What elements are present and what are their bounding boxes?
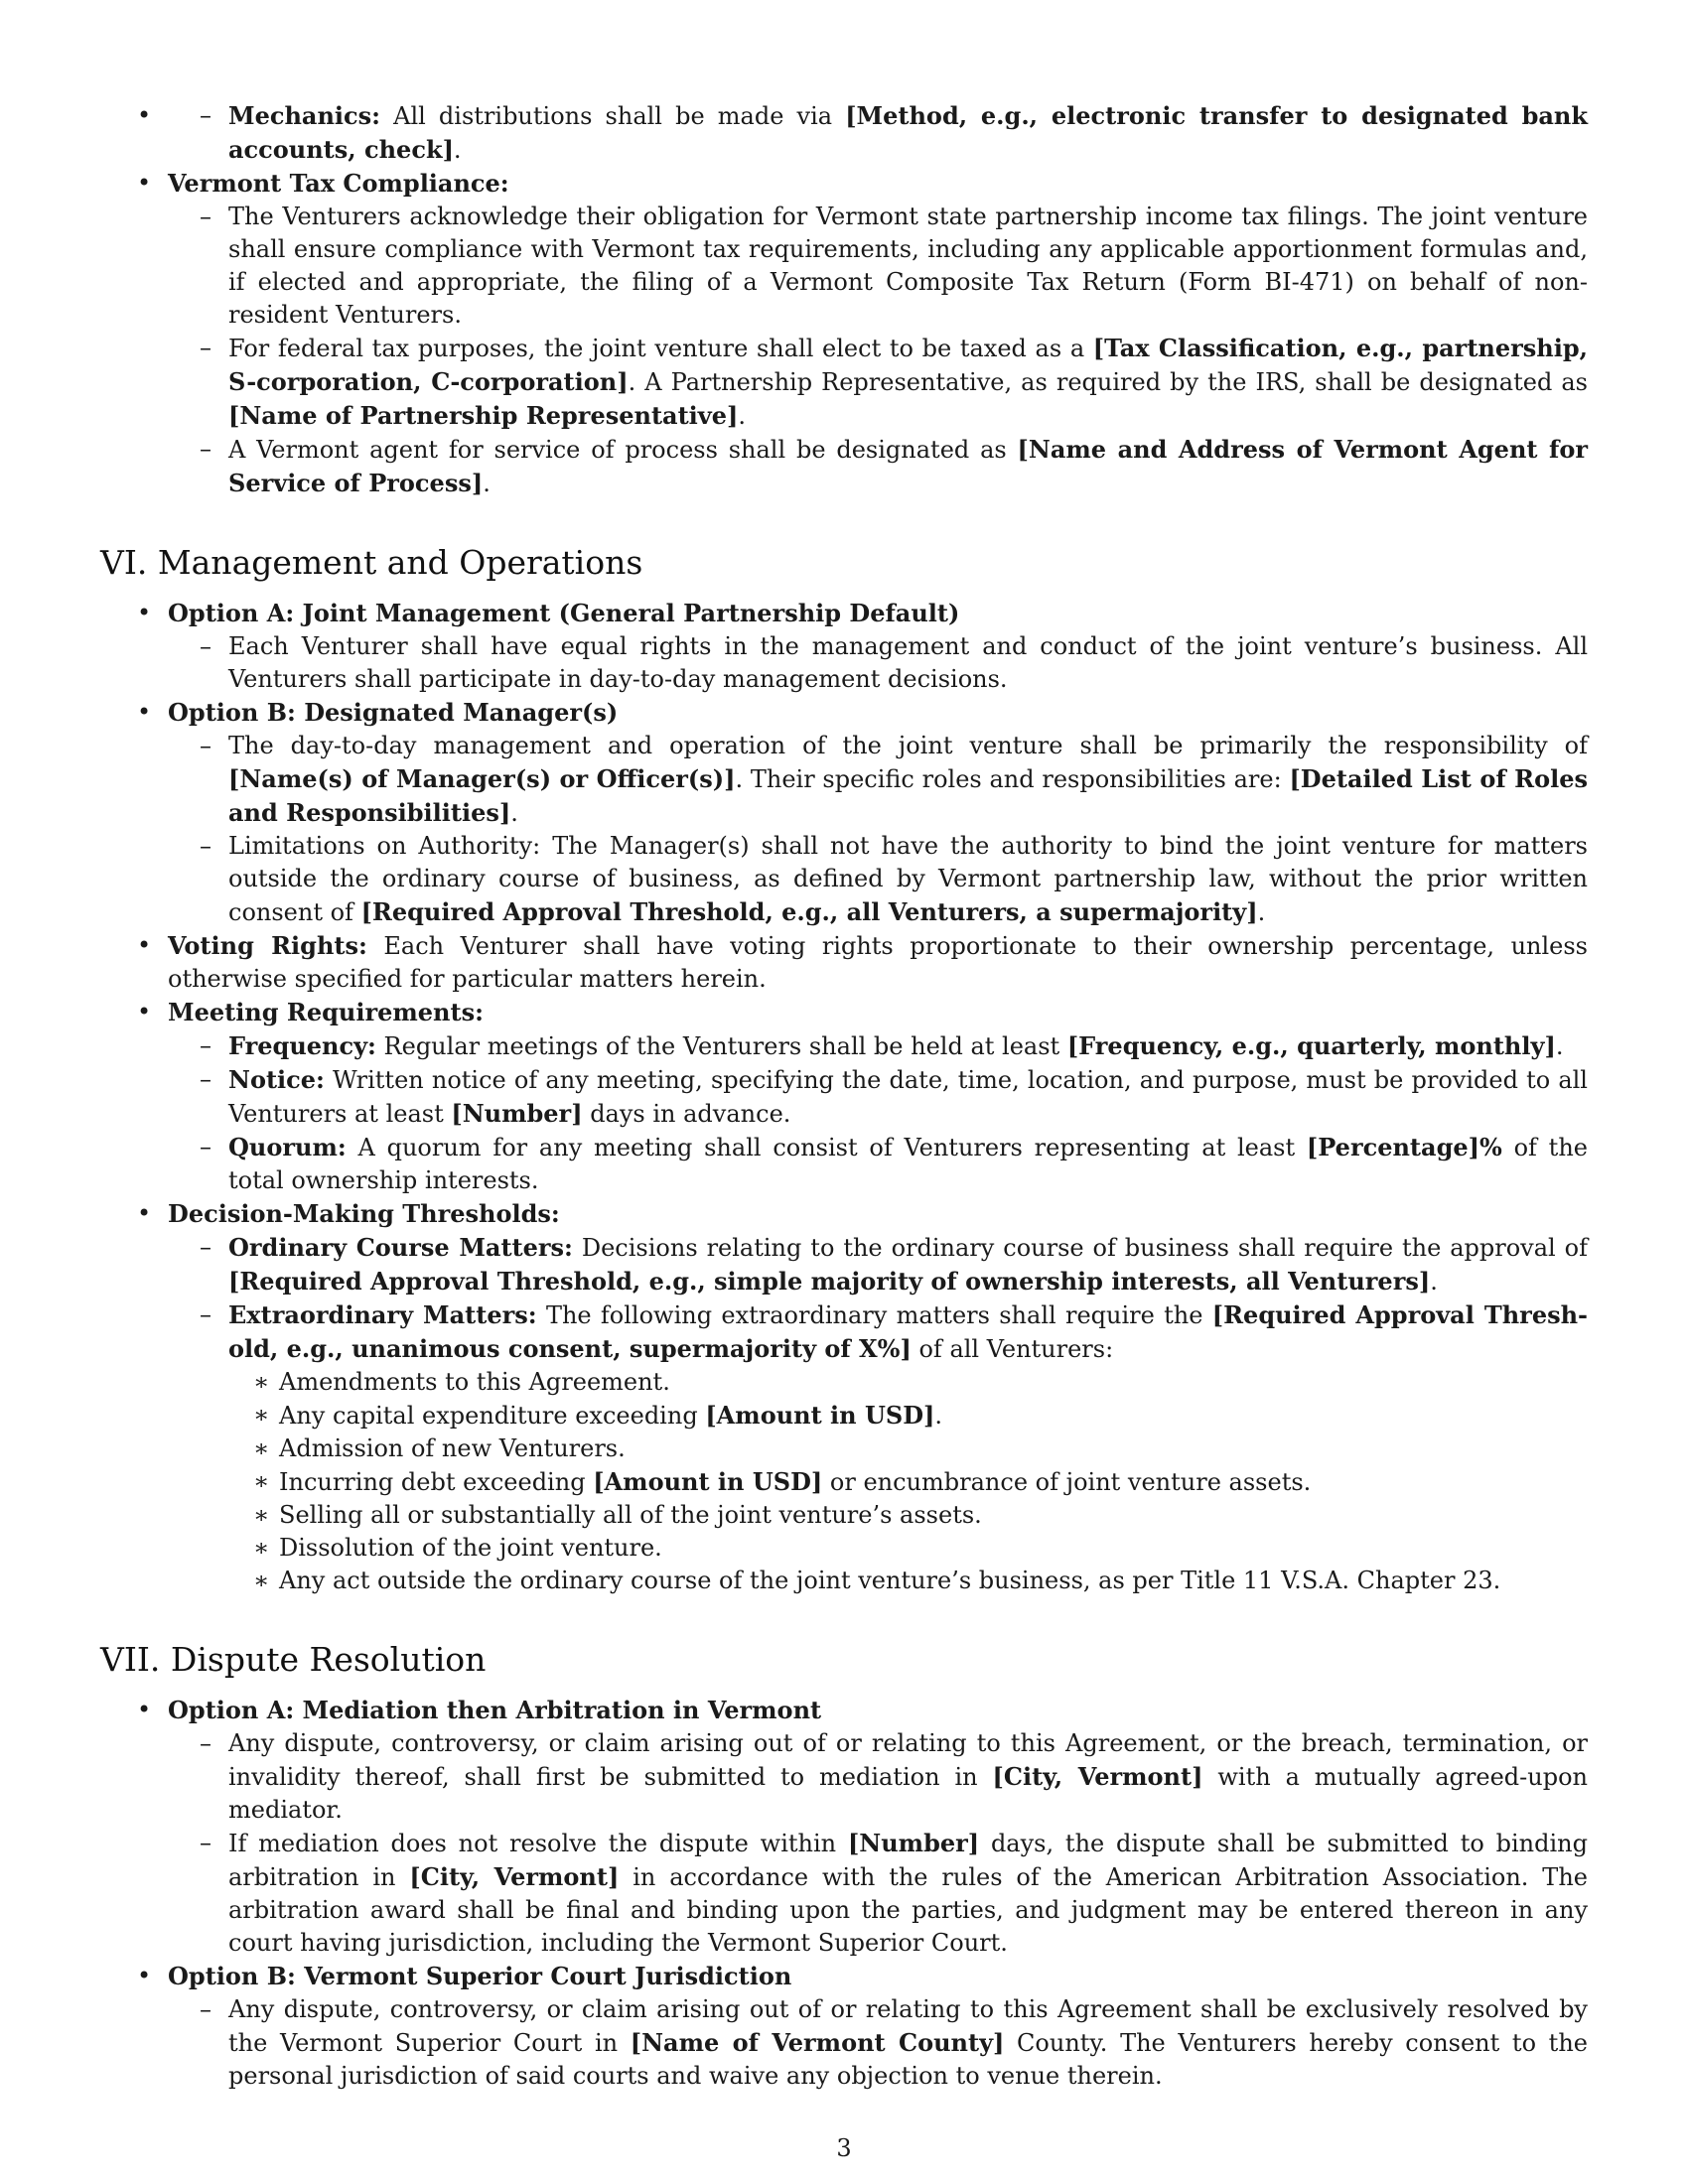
mediation-text: Any dispute, controversy, or claim arising out of or relating to this Agreement, or the breach, termination, or invalidity thereof, shall first be submitted to mediation in	[228, 1729, 1588, 1791]
s7-option-b-heading: Option B: Vermont Superior Court Jurisdiction	[168, 1962, 792, 1990]
vt-tax-2-text: For federal tax purposes, the joint venture shall elect to be taxed as a	[228, 335, 1085, 362]
partnership-rep-placeholder: [Name of Partnership Representative]	[228, 401, 739, 430]
extraordinary-threshold-placeholder: [Required Approval Thresh-old, e.g., unanimous consent, supermajority of X%]	[228, 1300, 1589, 1363]
extraordinary-matters-label: Extraordinary Matters:	[228, 1300, 537, 1329]
court-end: County. The Venturers hereby consent to the personal jurisdiction of said courts and waive any objection to venue therein.	[228, 2029, 1588, 2090]
notice-end: days in advance.	[590, 1100, 791, 1128]
s6-option-b-sublist	[168, 730, 1588, 929]
s6-b1-text-b: . Their specific roles and responsibilities are:	[735, 765, 1282, 793]
continued-item	[100, 99, 1588, 167]
quorum-percentage-placeholder: [Percentage]%	[1306, 1133, 1502, 1161]
decision-thresholds-heading: Decision-Making Thresholds:	[168, 1199, 560, 1228]
continued-list	[100, 99, 1588, 167]
s6-b1-text: The day-to-day management and operation of the joint venture shall be primarily the responsibility of	[228, 732, 1588, 759]
s6-option-a-para: – Each Venturer shall have equal rights in the management and conduct of the joint venture’s business. All Venturers shall participate in day-to-day management decisions.	[168, 630, 1588, 696]
s6-option-b-para-2	[168, 830, 1588, 929]
s7-option-b-sublist	[168, 1993, 1588, 2093]
vt-tax-para-2	[168, 332, 1588, 433]
tax-classification-placeholder: [Tax Classification, e.g., partnership, S-corporation, C-corporation]	[228, 334, 1588, 396]
s7-option-b	[100, 1960, 1588, 2093]
quorum-text: A quorum for any meeting shall consist of Venturers representing at least	[357, 1134, 1296, 1161]
s6-option-b-heading: Option B: Designated Manager(s)	[168, 698, 619, 727]
vt-tax-para-1: – The Venturers acknowledge their obligation for Vermont state partnership income tax filings. The joint venture shall ensure compliance with Vermont tax requirements, including any applicable apportionment formulas and, if elected and appropriate, the filing of a Vermont Composite Tax Return (Form BI-471) on behalf of non-resident Venturers.	[168, 201, 1588, 332]
section-7-list	[100, 1694, 1588, 2093]
mechanics-placeholder: [Method, e.g., electronic transfer to designated bank accounts, check]	[228, 101, 1589, 164]
mechanics-item	[168, 99, 1588, 167]
s6-option-b	[100, 696, 1588, 929]
s6-b1-end: .	[510, 799, 518, 827]
vt-tax-2-text-b: . A Partnership Representative, as required by the IRS, shall be designated as	[628, 368, 1588, 396]
arbitration-city-placeholder: [City, Vermont]	[409, 1862, 620, 1891]
arbitration-days-placeholder: [Number]	[847, 1829, 980, 1857]
voting-rights-text: Each Venturer shall have voting rights proportionate to their ownership percentage, unless otherwise specified for particular matters herein.	[168, 932, 1588, 993]
section-6-list	[100, 597, 1588, 1597]
mechanics-end: .	[453, 136, 462, 164]
s6-option-b-para-1	[168, 730, 1588, 830]
notice-label: Notice:	[228, 1065, 325, 1094]
vt-tax-list	[100, 167, 1588, 500]
arbitration-para	[168, 1827, 1588, 1960]
mechanics-text: All distributions shall be made via	[393, 102, 833, 130]
s6-b2-end: .	[1257, 898, 1266, 926]
extraordinary-matters-item	[168, 1298, 1588, 1597]
vt-tax-2-end: .	[738, 402, 747, 430]
arbitration-text-b: days, the dispute shall be submitted to binding arbitration in	[228, 1830, 1588, 1891]
quorum-end: of the total ownership interests.	[228, 1134, 1588, 1194]
extraordinary-item-dissolution: ∗ Dissolution of the joint venture.	[228, 1532, 1588, 1565]
decision-sublist	[168, 1231, 1588, 1597]
voting-rights-label: Voting Rights:	[168, 931, 367, 960]
s6-option-a-heading: Option A: Joint Management (General Partnership Default)	[168, 599, 960, 627]
frequency-end: .	[1555, 1032, 1564, 1060]
roles-placeholder: [Detailed List of Roles and Responsibilities]	[228, 764, 1588, 827]
extraordinary-item-amendments: ∗ Amendments to this Agreement.	[228, 1366, 1588, 1399]
vt-agent-placeholder: [Name and Address of Vermont Agent for Service of Process]	[228, 435, 1588, 497]
s7-option-a-heading: Option A: Mediation then Arbitration in Vermont	[168, 1696, 822, 1724]
distribution-sublist	[168, 99, 1588, 167]
frequency-text: Regular meetings of the Venturers shall be held at least	[383, 1032, 1060, 1060]
ordinary-matters-text: Decisions relating to the ordinary course of business shall require the approval of	[581, 1234, 1588, 1262]
voting-rights-item	[100, 929, 1588, 996]
capex-text: Any capital expenditure exceeding	[279, 1402, 698, 1430]
mediation-end: with a mutually agreed-upon mediator.	[228, 1763, 1588, 1824]
extraordinary-matters-end: of all Venturers:	[918, 1335, 1114, 1363]
vt-tax-item	[100, 167, 1588, 500]
vt-tax-para-3	[168, 433, 1588, 500]
meeting-requirements-item	[100, 996, 1588, 1197]
ordinary-threshold-placeholder: [Required Approval Threshold, e.g., simple majority of ownership interests, all Venturers]	[228, 1267, 1431, 1296]
notice-item	[168, 1063, 1588, 1131]
debt-end: or encumbrance of joint venture assets.	[829, 1468, 1312, 1496]
meeting-sublist	[168, 1029, 1588, 1197]
notice-text: Written notice of any meeting, specifying the date, time, location, and purpose, must be provided to all Venturers at least	[228, 1066, 1588, 1128]
ordinary-matters-end: .	[1430, 1268, 1438, 1296]
s6-option-a-sublist	[168, 630, 1588, 696]
capex-amount-placeholder: [Amount in USD]	[705, 1401, 935, 1430]
extraordinary-item-capex	[228, 1399, 1588, 1433]
s6-b2-text: Limitations on Authority: The Manager(s) shall not have the authority to bind the joint venture for matters outside the ordinary course of business, as defined by Vermont partnership law, without the prior written consent of	[228, 832, 1588, 926]
notice-days-placeholder: [Number]	[451, 1099, 583, 1128]
extraordinary-matters-text: The following extraordinary matters shall require the	[545, 1301, 1203, 1329]
extraordinary-item-outside-act: ∗ Any act outside the ordinary course of the joint venture’s business, as per Title 11 V.S.A. Chapter 23.	[228, 1565, 1588, 1597]
s7-option-a-sublist	[168, 1727, 1588, 1960]
extraordinary-item-admission: ∗ Admission of new Venturers.	[228, 1433, 1588, 1465]
frequency-placeholder: [Frequency, e.g., quarterly, monthly]	[1066, 1031, 1556, 1060]
frequency-item	[168, 1029, 1588, 1063]
court-para	[168, 1993, 1588, 2093]
manager-name-placeholder: [Name(s) of Manager(s) or Officer(s)]	[228, 764, 736, 793]
court-text: Any dispute, controversy, or claim arising out of or relating to this Agreement shall be exclusively resolved by the Vermont Superior Court in	[228, 1995, 1588, 2057]
vt-tax-heading: Vermont Tax Compliance:	[168, 169, 509, 198]
approval-threshold-placeholder: [Required Approval Threshold, e.g., all Venturers, a supermajority]	[360, 897, 1258, 926]
quorum-item	[168, 1131, 1588, 1197]
extraordinary-item-debt	[228, 1465, 1588, 1499]
s7-option-a	[100, 1694, 1588, 1960]
vt-tax-sublist	[168, 201, 1588, 500]
county-placeholder: [Name of Vermont County]	[630, 2028, 1005, 2057]
mechanics-label: Mechanics:	[228, 101, 380, 130]
mediation-para	[168, 1727, 1588, 1827]
debt-text: Incurring debt exceeding	[279, 1468, 586, 1496]
section-7-title: VII. Dispute Resolution	[100, 1640, 487, 1679]
document-page	[100, 99, 1588, 2093]
section-6-title: VI. Management and Operations	[100, 543, 643, 582]
vt-tax-3-text: A Vermont agent for service of process shall be designated as	[228, 436, 1007, 464]
frequency-label: Frequency:	[228, 1031, 376, 1060]
ordinary-matters-label: Ordinary Course Matters:	[228, 1233, 573, 1262]
page-number: 3	[836, 2134, 852, 2162]
quorum-label: Quorum:	[228, 1133, 347, 1161]
debt-amount-placeholder: [Amount in USD]	[593, 1467, 823, 1496]
decision-thresholds-item	[100, 1197, 1588, 1597]
vt-tax-3-end: .	[483, 470, 491, 497]
arbitration-end: in accordance with the rules of the American Arbitration Association. The arbitration award shall be final and binding upon the parties, and judgment may be entered thereon in any court having jurisdiction, including the Vermont Superior Court.	[228, 1863, 1588, 1957]
capex-end: .	[934, 1402, 943, 1430]
s6-option-a	[100, 597, 1588, 696]
meeting-requirements-heading: Meeting Requirements:	[168, 998, 484, 1026]
ordinary-matters-item	[168, 1231, 1588, 1298]
extraordinary-list	[228, 1366, 1588, 1597]
mediation-city-placeholder: [City, Vermont]	[992, 1762, 1203, 1791]
extraordinary-item-sale: ∗ Selling all or substantially all of the joint venture’s assets.	[228, 1499, 1588, 1532]
arbitration-text: If mediation does not resolve the dispute within	[228, 1830, 837, 1857]
